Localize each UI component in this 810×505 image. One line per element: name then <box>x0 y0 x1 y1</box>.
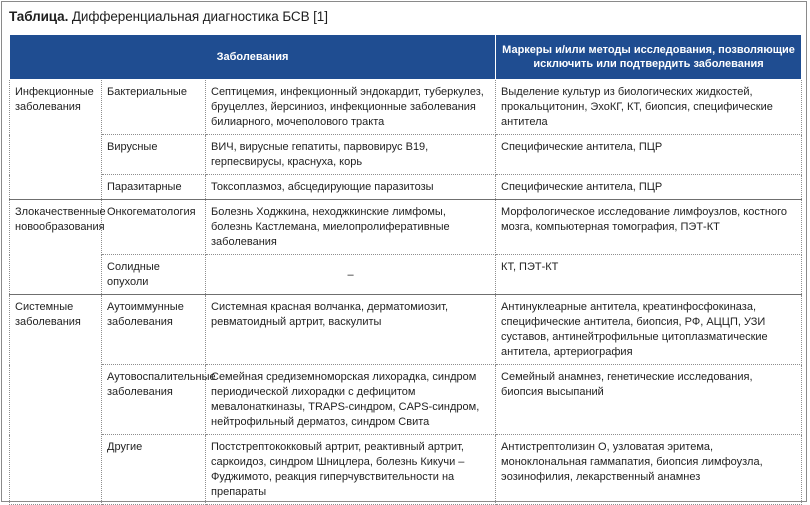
markers-cell: КТ, ПЭТ-КТ <box>496 255 802 295</box>
subcategory-cell: Аутовоспалительные заболевания <box>102 365 206 435</box>
table-row <box>10 175 802 200</box>
subcategory-cell: Вирусные <box>102 135 206 175</box>
group-label: Злокачественные новообразования <box>10 200 102 295</box>
table-row <box>10 365 802 435</box>
subcategory-cell: Онкогематология <box>102 200 206 255</box>
caption-title: Дифференциальная диагностика БСВ [1] <box>71 9 328 24</box>
diseases-cell: Болезнь Ходжкина, неходжкинские лимфомы, болезнь Кастлемана, миелопролиферативные заболевания <box>206 200 496 255</box>
table-row <box>10 255 802 295</box>
table-row <box>10 80 802 135</box>
table-row <box>10 295 802 365</box>
header-row <box>10 35 802 80</box>
table-row <box>10 435 802 505</box>
group-label: Системные заболевания <box>10 295 102 505</box>
subcategory-cell: Бактериальные <box>102 80 206 135</box>
diseases-cell: – <box>206 255 496 295</box>
markers-cell: Антистрептолизин О, узловатая эритема, моноклональная гаммапатия, биопсия лимфоузла, эозинофилия, лекарственный анамнез <box>496 435 802 505</box>
diseases-cell: Токсоплазмоз, абсцедирующие паразитозы <box>206 175 496 200</box>
header-diseases: Заболевания <box>10 35 496 80</box>
diseases-cell: ВИЧ, вирусные гепатиты, парвовирус В19, герпесвирусы, краснуха, корь <box>206 135 496 175</box>
subcategory-cell: Солидные опухоли <box>102 255 206 295</box>
caption-label: Таблица. <box>9 9 69 24</box>
diseases-cell: Септицемия, инфекционный эндокардит, туберкулез, бруцеллез, йерсиниоз, инфекционные заболевания билиарного, мочеполового тракта <box>206 80 496 135</box>
group-label: Инфекционные заболевания <box>10 80 102 200</box>
markers-cell: Выделение культур из биологических жидкостей, прокальцитонин, ЭхоКГ, КТ, биопсия, специфические антитела <box>496 80 802 135</box>
markers-cell: Специфические антитела, ПЦР <box>496 135 802 175</box>
differential-diagnosis-table <box>9 34 802 505</box>
table-caption <box>9 9 328 24</box>
subcategory-cell: Другие <box>102 435 206 505</box>
table-row <box>10 135 802 175</box>
markers-cell: Морфологическое исследование лимфоузлов, костного мозга, компьютерная томография, ПЭТ-КТ <box>496 200 802 255</box>
diseases-cell: Постстрептококковый артрит, реактивный артрит, саркоидоз, синдром Шницлера, болезнь Кикучи – Фуджимото, реакция гиперчувствительности на препараты <box>206 435 496 505</box>
subcategory-cell: Паразитарные <box>102 175 206 200</box>
diseases-cell: Системная красная волчанка, дерматомиозит, ревматоидный артрит, васкулиты <box>206 295 496 365</box>
subcategory-cell: Аутоиммунные заболевания <box>102 295 206 365</box>
markers-cell: Антинуклеарные антитела, креатинфосфокиназа, специфические антитела, биопсия, РФ, АЦЦП, УЗИ суставов, антинейтрофильные цитоплазматические антитела, артериография <box>496 295 802 365</box>
markers-cell: Специфические антитела, ПЦР <box>496 175 802 200</box>
markers-cell: Семейный анамнез, генетические исследования, биопсия высыпаний <box>496 365 802 435</box>
diseases-cell: Семейная средиземноморская лихорадка, синдром периодической лихорадки с дефицитом мевалонаткиназы, TRAPS-синдром, CAPS-синдром, нейтрофильный дерматоз, синдром Свита <box>206 365 496 435</box>
header-markers: Маркеры и/или методы исследования, позволяющие исключить или подтвердить заболевания <box>496 35 802 80</box>
table-row <box>10 200 802 255</box>
